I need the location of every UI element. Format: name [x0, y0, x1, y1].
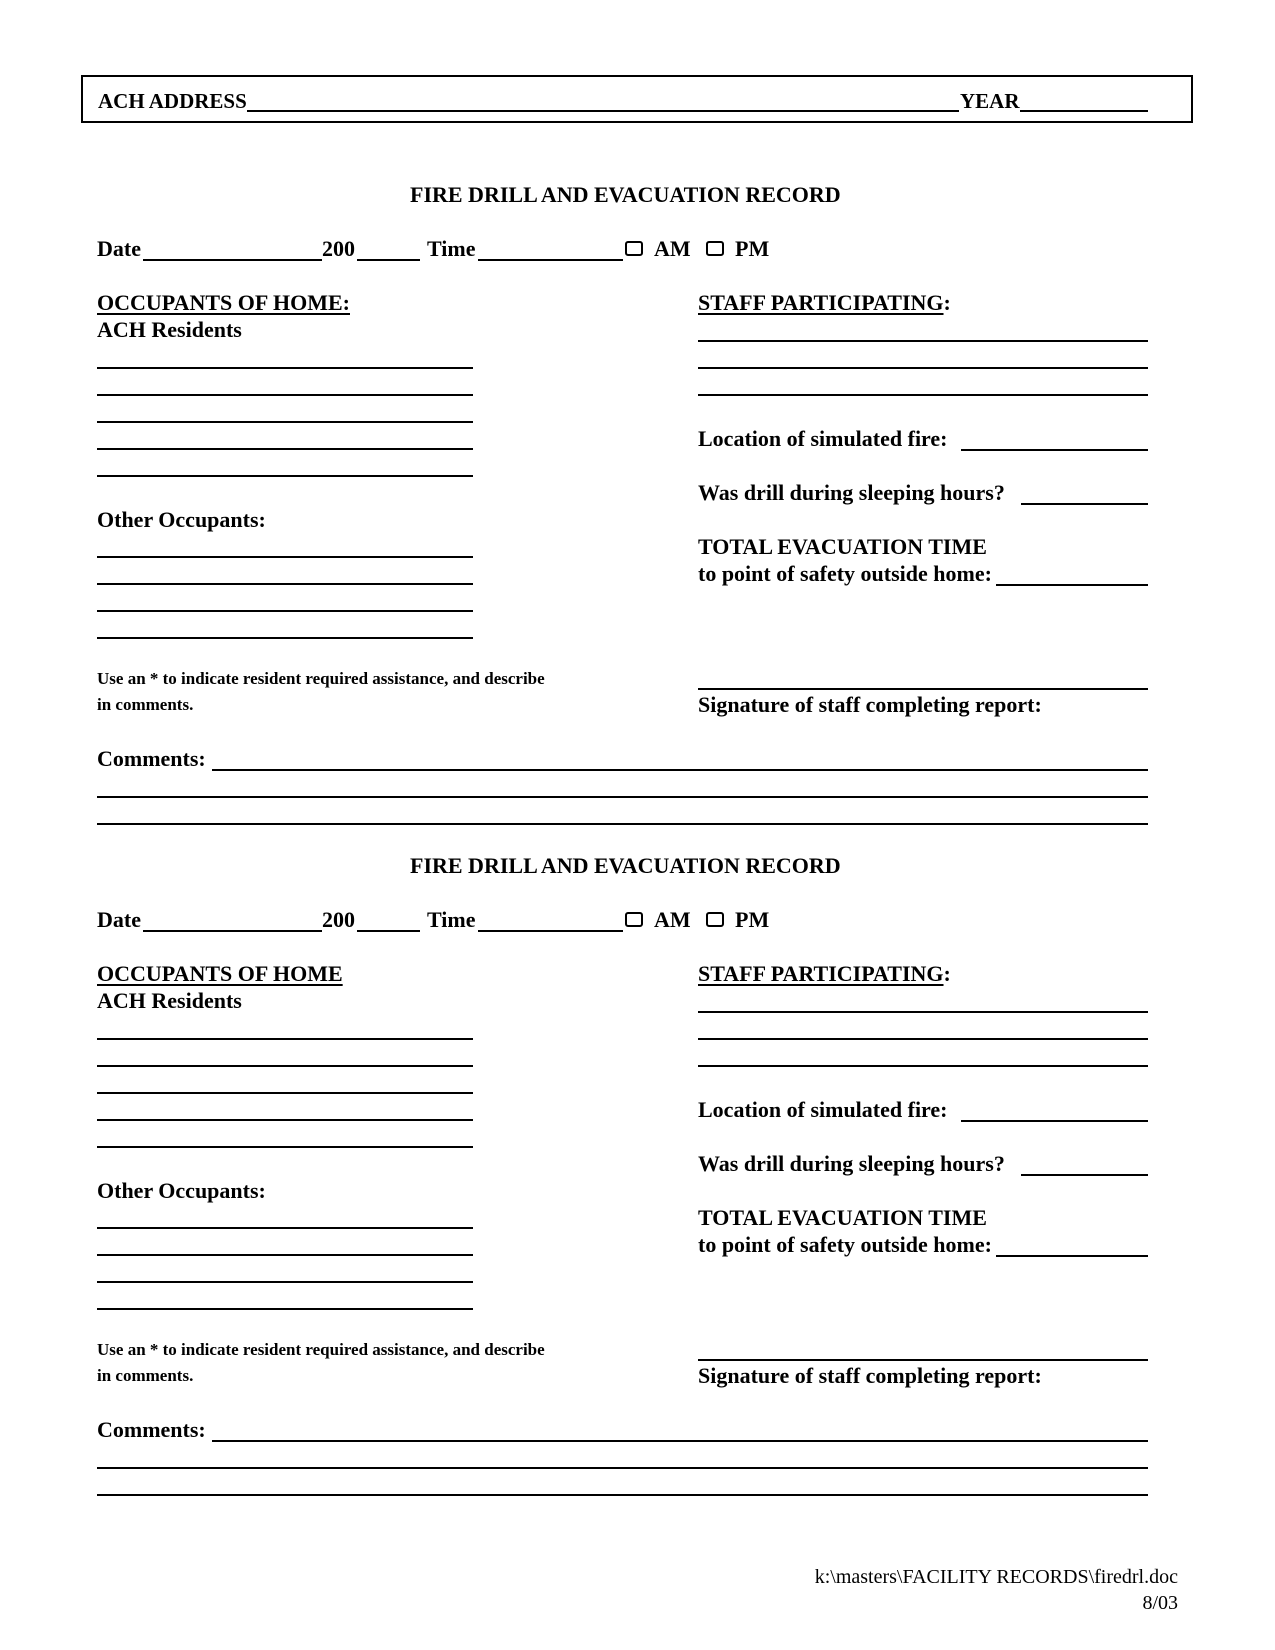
year-suffix-field[interactable] — [357, 259, 420, 261]
evac-sub-label: to point of safety outside home: — [698, 561, 992, 586]
evac-time-field[interactable] — [996, 584, 1148, 586]
comments-line[interactable] — [97, 796, 1148, 798]
pm-label: PM — [735, 236, 770, 261]
time-field[interactable] — [478, 259, 623, 261]
other-occupant-line[interactable] — [97, 1281, 473, 1283]
occupants-heading: OCCUPANTS OF HOME — [97, 961, 343, 986]
evac-sub-label: to point of safety outside home: — [698, 1232, 992, 1257]
staff-line[interactable] — [698, 1038, 1148, 1040]
time-label: Time — [427, 236, 476, 261]
record-title: FIRE DRILL AND EVACUATION RECORD — [410, 182, 841, 207]
occupants-heading: OCCUPANTS OF HOME: — [97, 290, 350, 315]
assist-note-line2: in comments. — [97, 695, 194, 714]
other-occupants-label: Other Occupants: — [97, 1178, 266, 1203]
year-prefix: 200 — [322, 236, 355, 261]
staff-line[interactable] — [698, 1065, 1148, 1067]
other-occupant-line[interactable] — [97, 583, 473, 585]
other-occupant-line[interactable] — [97, 556, 473, 558]
footer-file-path: k:\masters\FACILITY RECORDS\firedrl.doc — [814, 1566, 1178, 1588]
year-field[interactable] — [1020, 110, 1148, 112]
location-label: Location of simulated fire: — [698, 426, 948, 451]
resident-line[interactable] — [97, 394, 473, 396]
signature-field[interactable] — [698, 688, 1148, 690]
resident-line[interactable] — [97, 448, 473, 450]
comments-line[interactable] — [97, 1467, 1148, 1469]
location-label: Location of simulated fire: — [698, 1097, 948, 1122]
resident-line[interactable] — [97, 1065, 473, 1067]
date-label: Date — [97, 236, 141, 261]
am-checkbox[interactable] — [625, 241, 643, 256]
pm-label: PM — [735, 907, 770, 932]
staff-line[interactable] — [698, 340, 1148, 342]
time-label: Time — [427, 907, 476, 932]
signature-label: Signature of staff completing report: — [698, 692, 1042, 717]
comments-line[interactable] — [212, 769, 1148, 771]
comments-label: Comments: — [97, 746, 206, 771]
date-field[interactable] — [143, 259, 322, 261]
am-checkbox[interactable] — [625, 912, 643, 927]
staff-line[interactable] — [698, 367, 1148, 369]
resident-line[interactable] — [97, 1092, 473, 1094]
other-occupant-line[interactable] — [97, 1227, 473, 1229]
comments-line[interactable] — [97, 1494, 1148, 1496]
pm-checkbox[interactable] — [706, 241, 724, 256]
other-occupant-line[interactable] — [97, 1254, 473, 1256]
comments-label: Comments: — [97, 1417, 206, 1442]
date-label: Date — [97, 907, 141, 932]
pm-checkbox[interactable] — [706, 912, 724, 927]
comments-line[interactable] — [97, 823, 1148, 825]
sleeping-label: Was drill during sleeping hours? — [698, 480, 1005, 505]
signature-label: Signature of staff completing report: — [698, 1363, 1042, 1388]
ach-address-label: ACH ADDRESS — [98, 89, 247, 113]
location-field[interactable] — [961, 449, 1148, 451]
staff-heading-colon: : — [943, 961, 951, 986]
resident-line[interactable] — [97, 475, 473, 477]
resident-line[interactable] — [97, 1038, 473, 1040]
other-occupant-line[interactable] — [97, 1308, 473, 1310]
footer-date: 8/03 — [1142, 1592, 1178, 1614]
other-occupant-line[interactable] — [97, 637, 473, 639]
residents-label: ACH Residents — [97, 317, 242, 342]
staff-heading-wrap — [698, 292, 951, 314]
staff-line[interactable] — [698, 1011, 1148, 1013]
resident-line[interactable] — [97, 1119, 473, 1121]
evac-label: TOTAL EVACUATION TIME — [698, 534, 987, 559]
date-field[interactable] — [143, 930, 322, 932]
resident-line[interactable] — [97, 1146, 473, 1148]
comments-line[interactable] — [212, 1440, 1148, 1442]
header-box — [81, 75, 1193, 123]
year-label: YEAR — [960, 89, 1020, 113]
assist-note-line1: Use an * to indicate resident required assistance, and describe — [97, 669, 545, 688]
signature-field[interactable] — [698, 1359, 1148, 1361]
location-field[interactable] — [961, 1120, 1148, 1122]
sleeping-label: Was drill during sleeping hours? — [698, 1151, 1005, 1176]
ach-address-field[interactable] — [247, 110, 959, 112]
evac-time-field[interactable] — [996, 1255, 1148, 1257]
staff-heading-wrap — [698, 963, 951, 985]
resident-line[interactable] — [97, 421, 473, 423]
am-label: AM — [654, 236, 691, 261]
staff-line[interactable] — [698, 394, 1148, 396]
evac-label: TOTAL EVACUATION TIME — [698, 1205, 987, 1230]
staff-heading: STAFF PARTICIPATING — [698, 290, 944, 315]
am-label: AM — [654, 907, 691, 932]
year-prefix: 200 — [322, 907, 355, 932]
time-field[interactable] — [478, 930, 623, 932]
other-occupant-line[interactable] — [97, 610, 473, 612]
year-suffix-field[interactable] — [357, 930, 420, 932]
record-title: FIRE DRILL AND EVACUATION RECORD — [410, 853, 841, 878]
resident-line[interactable] — [97, 367, 473, 369]
sleeping-field[interactable] — [1021, 503, 1148, 505]
staff-heading-colon: : — [943, 290, 951, 315]
other-occupants-label: Other Occupants: — [97, 507, 266, 532]
staff-heading: STAFF PARTICIPATING — [698, 961, 944, 986]
sleeping-field[interactable] — [1021, 1174, 1148, 1176]
assist-note-line2: in comments. — [97, 1366, 194, 1385]
assist-note-line1: Use an * to indicate resident required assistance, and describe — [97, 1340, 545, 1359]
residents-label: ACH Residents — [97, 988, 242, 1013]
